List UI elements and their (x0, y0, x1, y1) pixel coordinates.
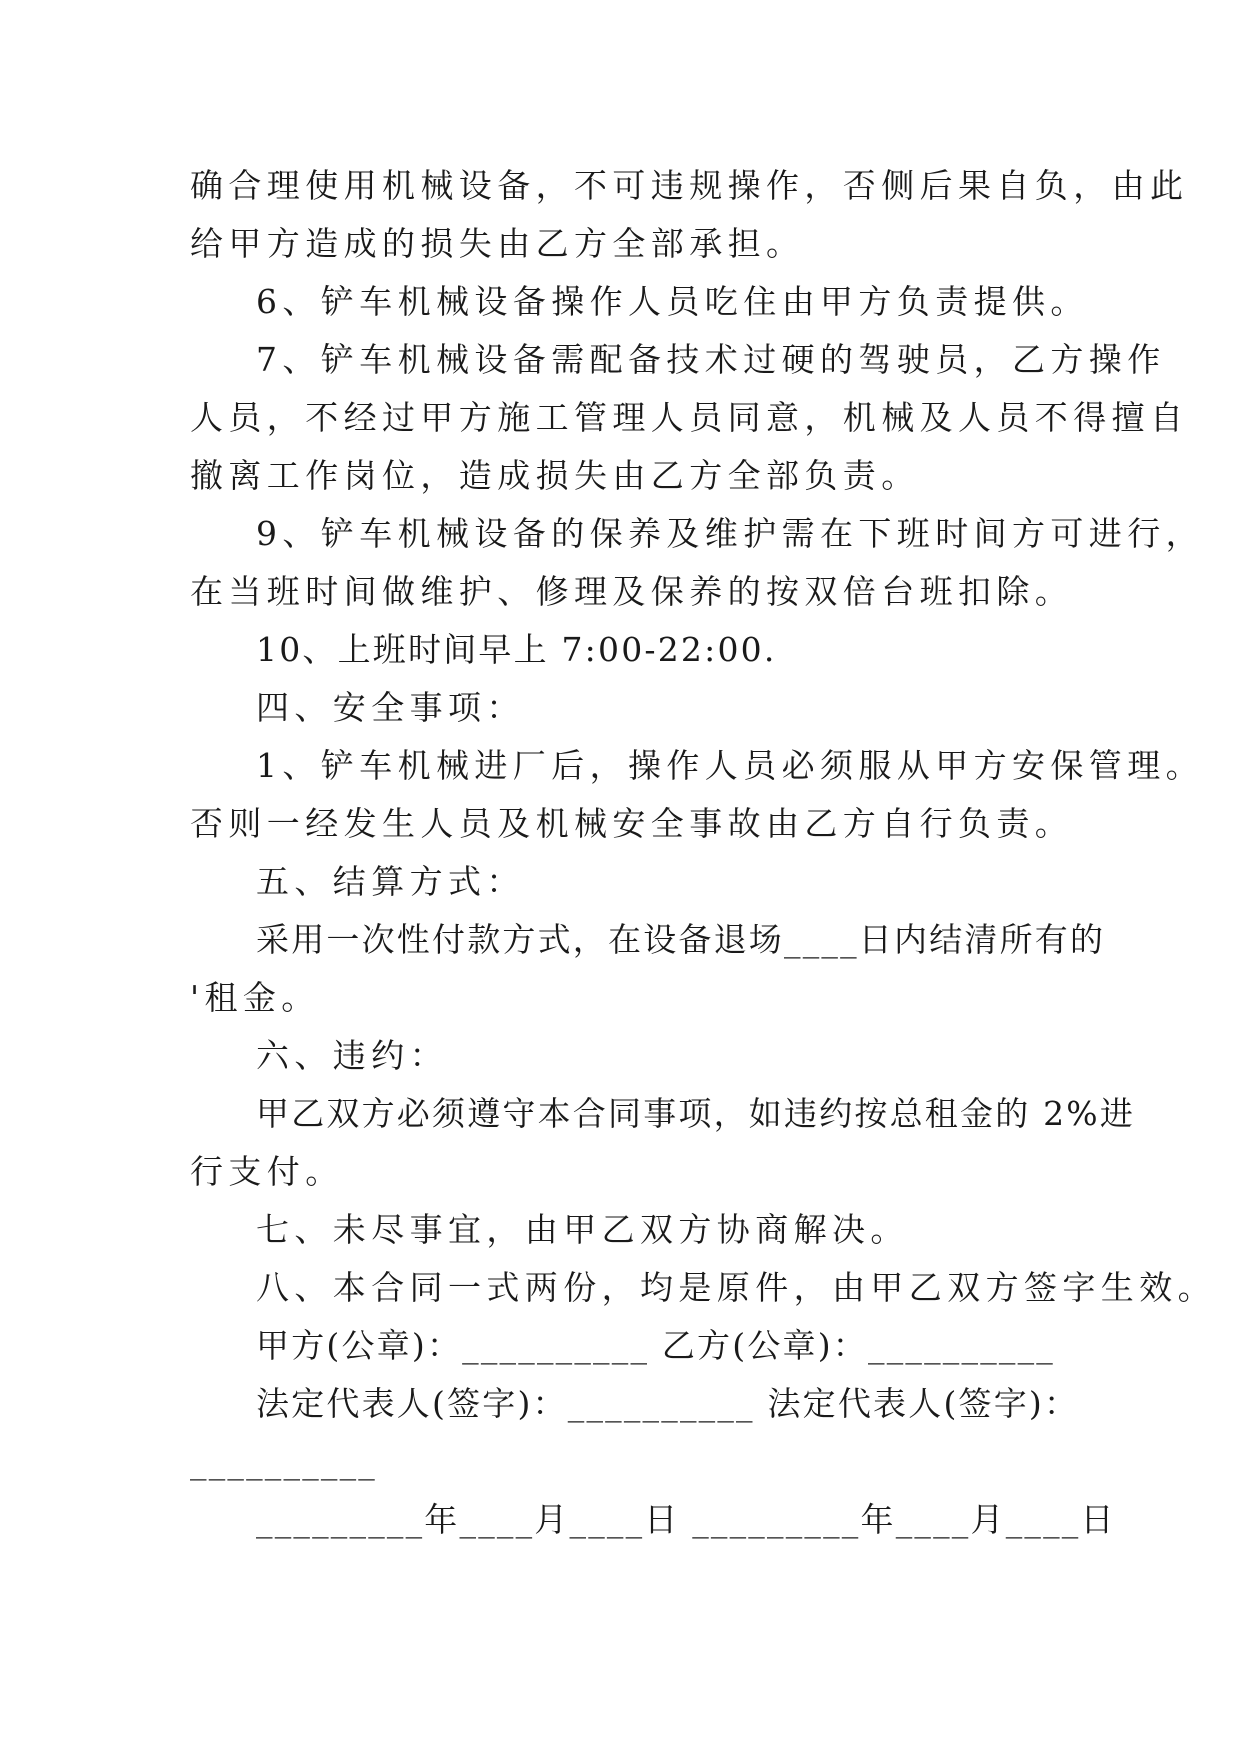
clause-copies: 八、本合同一式两份，均是原件，由甲乙双方签字生效。 (256, 1268, 1216, 1307)
safety-clause-1: 1、铲车机械进厂后，操作人员必须服从甲方安保管理。 (256, 746, 1204, 785)
signature-representative-line: 法定代表人(签字)：__________ 法定代表人(签字)： (256, 1384, 1080, 1423)
settlement-text: 采用一次性付款方式，在设备退场____日内结清所有的 (256, 920, 1106, 959)
section-heading-safety: 四、安全事项： (256, 688, 525, 727)
paragraph-line: 给甲方造成的损失由乙方全部承担。 (190, 224, 805, 263)
paragraph-line: '租金。 (190, 978, 320, 1017)
paragraph-line: 在当班时间做维护、修理及保养的按双倍台班扣除。 (190, 572, 1074, 611)
signature-blank: __________ (190, 1442, 377, 1481)
clause-6: 6、铲车机械设备操作人员吃住由甲方负责提供。 (256, 282, 1089, 321)
paragraph-line: 否则一经发生人员及机械安全事故由乙方自行负责。 (190, 804, 1074, 843)
clause-7: 7、铲车机械设备需配备技术过硬的驾驶员，乙方操作 (256, 340, 1166, 379)
paragraph-line: 人员，不经过甲方施工管理人员同意，机械及人员不得擅自 (190, 398, 1189, 437)
section-heading-breach: 六、违约： (256, 1036, 448, 1075)
paragraph-line: 行支付。 (190, 1152, 344, 1191)
section-heading-settlement: 五、结算方式： (256, 862, 525, 901)
clause-9: 9、铲车机械设备的保养及维护需在下班时间方可进行， (256, 514, 1204, 553)
signature-date-line: _________年____月____日 _________年____月____日 (256, 1500, 1116, 1539)
clause-10: 10、上班时间早上 7:00-22:00. (256, 630, 777, 669)
paragraph-line: 确合理使用机械设备，不可违规操作，否侧后果自负，由此 (190, 166, 1189, 205)
paragraph-line: 撤离工作岗位，造成损失由乙方全部负责。 (190, 456, 920, 495)
breach-text: 甲乙双方必须遵守本合同事项，如违约按总租金的 2%进 (256, 1094, 1136, 1133)
signature-seal-line: 甲方(公章)：__________ 乙方(公章)：__________ (256, 1326, 1055, 1365)
clause-other-matters: 七、未尽事宜，由甲乙双方协商解决。 (256, 1210, 909, 1249)
